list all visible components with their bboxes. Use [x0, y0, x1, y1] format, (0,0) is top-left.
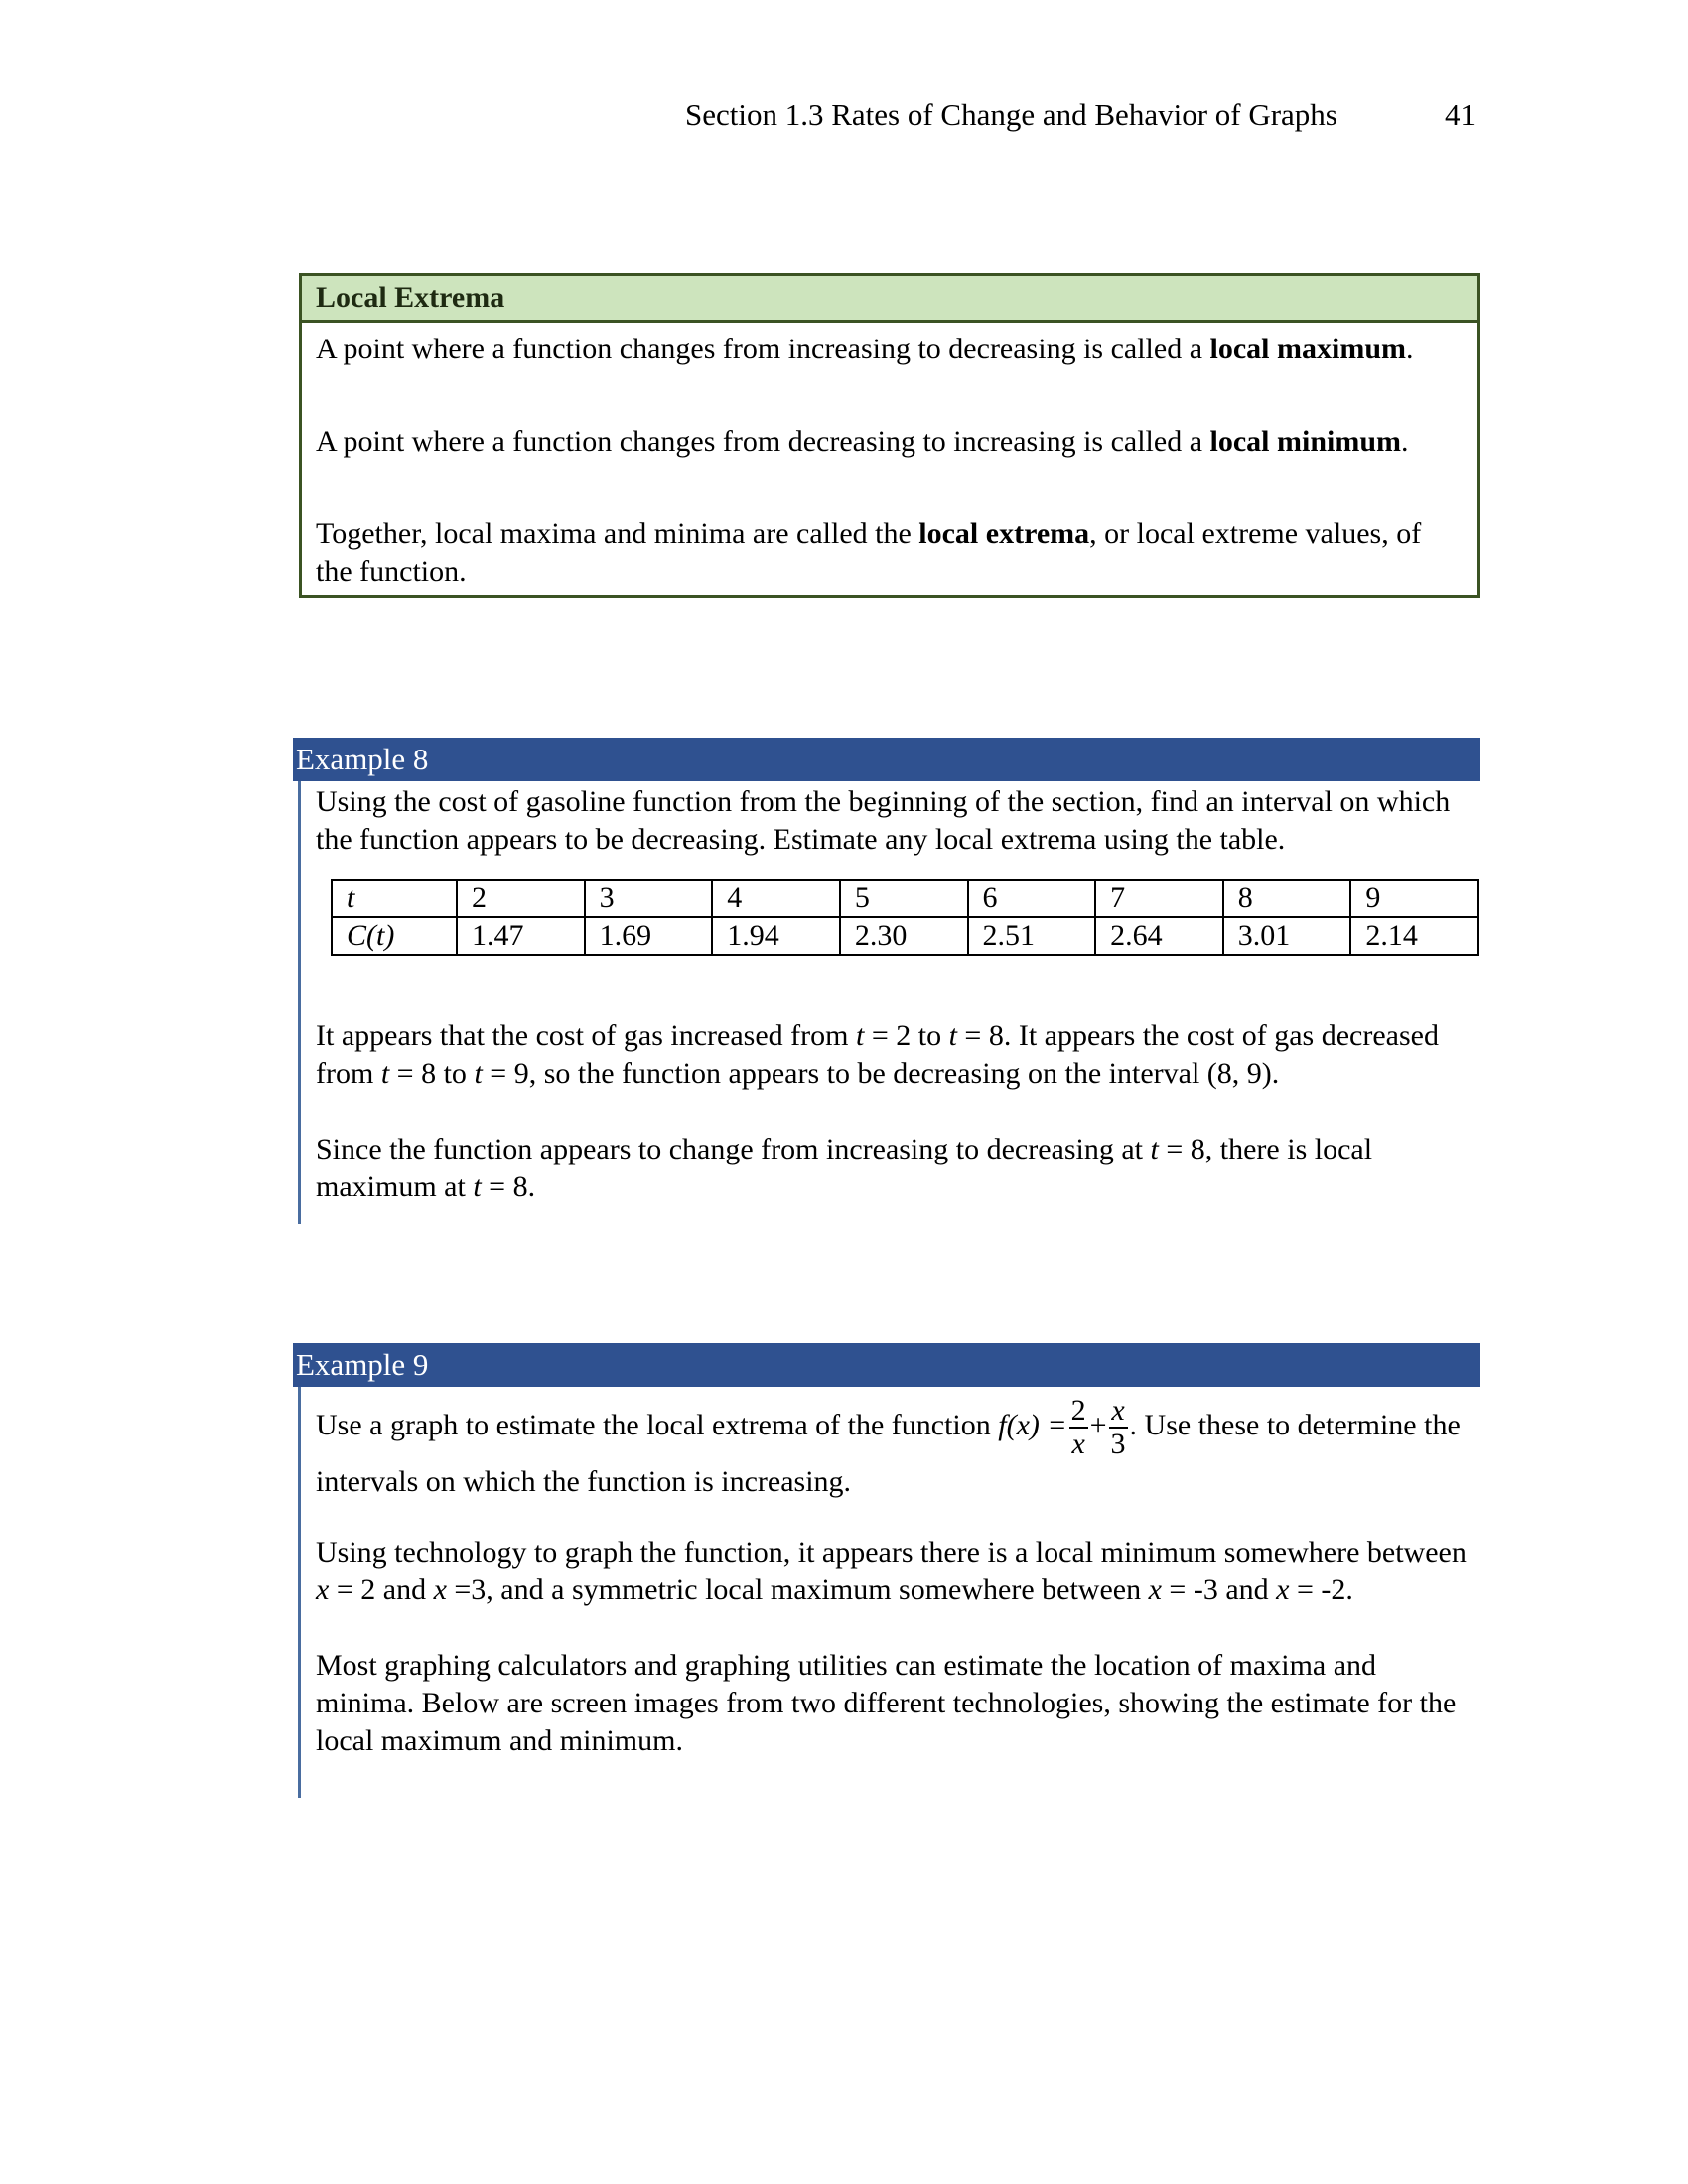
text: . [1406, 333, 1414, 365]
table-cell: 6 [968, 880, 1096, 917]
text: = -2. [1289, 1573, 1353, 1606]
example-9-prompt [316, 1395, 1480, 1504]
table-cell: 2.64 [1095, 917, 1223, 955]
numerator: x [1109, 1395, 1128, 1429]
text: A point where a function changes from decreasing to increasing is called a [316, 425, 1210, 458]
table-cell: 9 [1350, 880, 1478, 917]
text: = 9, so the function appears to be decreasing on the interval (8, 9). [482, 1057, 1280, 1090]
table-cell: 3.01 [1223, 917, 1351, 955]
text: Together, local maxima and minima are called the [316, 517, 919, 550]
example-8-solution-2 [316, 1131, 1480, 1206]
definition-body [302, 323, 1477, 595]
var: x [1148, 1573, 1162, 1606]
text: = 2 and [329, 1573, 434, 1606]
running-header: Section 1.3 Rates of Change and Behavior of Graphs [685, 97, 1337, 132]
table-row-label: t [332, 880, 457, 917]
definition-box-local-extrema [299, 273, 1480, 598]
denominator: 3 [1110, 1428, 1126, 1460]
example-8 [293, 738, 1480, 1224]
text: . Use these to determine the intervals on which the function is increasing. [316, 1408, 1461, 1498]
table-cell: 4 [712, 880, 840, 917]
var: t [855, 1020, 865, 1052]
page-number: 41 [1445, 97, 1476, 132]
example-8-prompt: Using the cost of gasoline function from the beginning of the section, find an interval on which the function appears to be decreasing. Estimate any local extrema using the table. [316, 785, 1451, 856]
definition-title: Local Extrema [302, 276, 1477, 323]
example-8-header: Example 8 [293, 738, 1480, 781]
text: = 2 to [864, 1020, 949, 1052]
fraction-x-over-3 [1109, 1395, 1128, 1460]
text: Using technology to graph the function, it appears there is a local minimum somewhere between [316, 1536, 1467, 1569]
denominator: x [1071, 1428, 1085, 1460]
text: =3, and a symmetric local maximum somewhere between [446, 1573, 1149, 1606]
var: x [316, 1573, 330, 1606]
table-cell: 8 [1223, 880, 1351, 917]
text: It appears that the cost of gas increased from [316, 1020, 856, 1052]
var: t [473, 1170, 482, 1203]
term-local-minimum: local minimum [1209, 425, 1402, 458]
table-cell: 2.30 [840, 917, 968, 955]
table-cell: 3 [585, 880, 713, 917]
text: = 8. It appears the cost of gas decreased from [316, 1020, 1439, 1090]
plus-sign: + [1089, 1408, 1107, 1441]
var: x [1276, 1573, 1290, 1606]
var: t [380, 1057, 390, 1090]
table-cell: 1.94 [712, 917, 840, 955]
text: . [1401, 425, 1409, 458]
table-row-label: C(t) [332, 917, 457, 955]
table-cell: 5 [840, 880, 968, 917]
text: = -3 and [1161, 1573, 1277, 1606]
text: A point where a function changes from increasing to decreasing is called a [316, 333, 1210, 365]
example-9-header: Example 9 [293, 1343, 1480, 1387]
text: Use a graph to estimate the local extrema of the function [316, 1408, 999, 1441]
definition-local-extrema [316, 515, 1464, 591]
var: t [474, 1057, 483, 1090]
table-cell: 1.69 [585, 917, 713, 955]
example-8-solution-1 [316, 1018, 1480, 1093]
example-9-paragraph-3: Most graphing calculators and graphing utilities can estimate the location of maxima and minima. Below are screen images from two different technologies, showing the estimate for the local maximum and minimum. [316, 1649, 1457, 1757]
term-local-extrema: local extrema [918, 517, 1090, 550]
var: x [433, 1573, 447, 1606]
table-cell: 2.51 [968, 917, 1096, 955]
table-cell: 7 [1095, 880, 1223, 917]
var: t [1150, 1133, 1159, 1165]
table-row-ct [332, 917, 1478, 955]
example-9-paragraph-2 [316, 1534, 1480, 1609]
table-row-t [332, 880, 1478, 917]
var: t [948, 1020, 957, 1052]
gas-cost-table [331, 879, 1479, 956]
definition-local-maximum [316, 331, 1464, 368]
text: = 8, there is local maximum at [316, 1133, 1373, 1203]
text: , or local extreme values, of the function. [316, 517, 1422, 588]
example-8-body [298, 781, 1480, 1224]
table-cell: 2 [457, 880, 585, 917]
function-formula: f(x) = [998, 1408, 1067, 1441]
text: = 8 to [389, 1057, 475, 1090]
definition-local-minimum [316, 423, 1464, 461]
text: Since the function appears to change from increasing to decreasing at [316, 1133, 1151, 1165]
term-local-maximum: local maximum [1209, 333, 1406, 365]
table-cell: 1.47 [457, 917, 585, 955]
table-cell: 2.14 [1350, 917, 1478, 955]
text: = 8. [481, 1170, 536, 1203]
fraction-2-over-x [1069, 1395, 1088, 1460]
example-9-body [298, 1387, 1480, 1798]
example-9 [293, 1343, 1480, 1798]
numerator: 2 [1070, 1394, 1086, 1427]
